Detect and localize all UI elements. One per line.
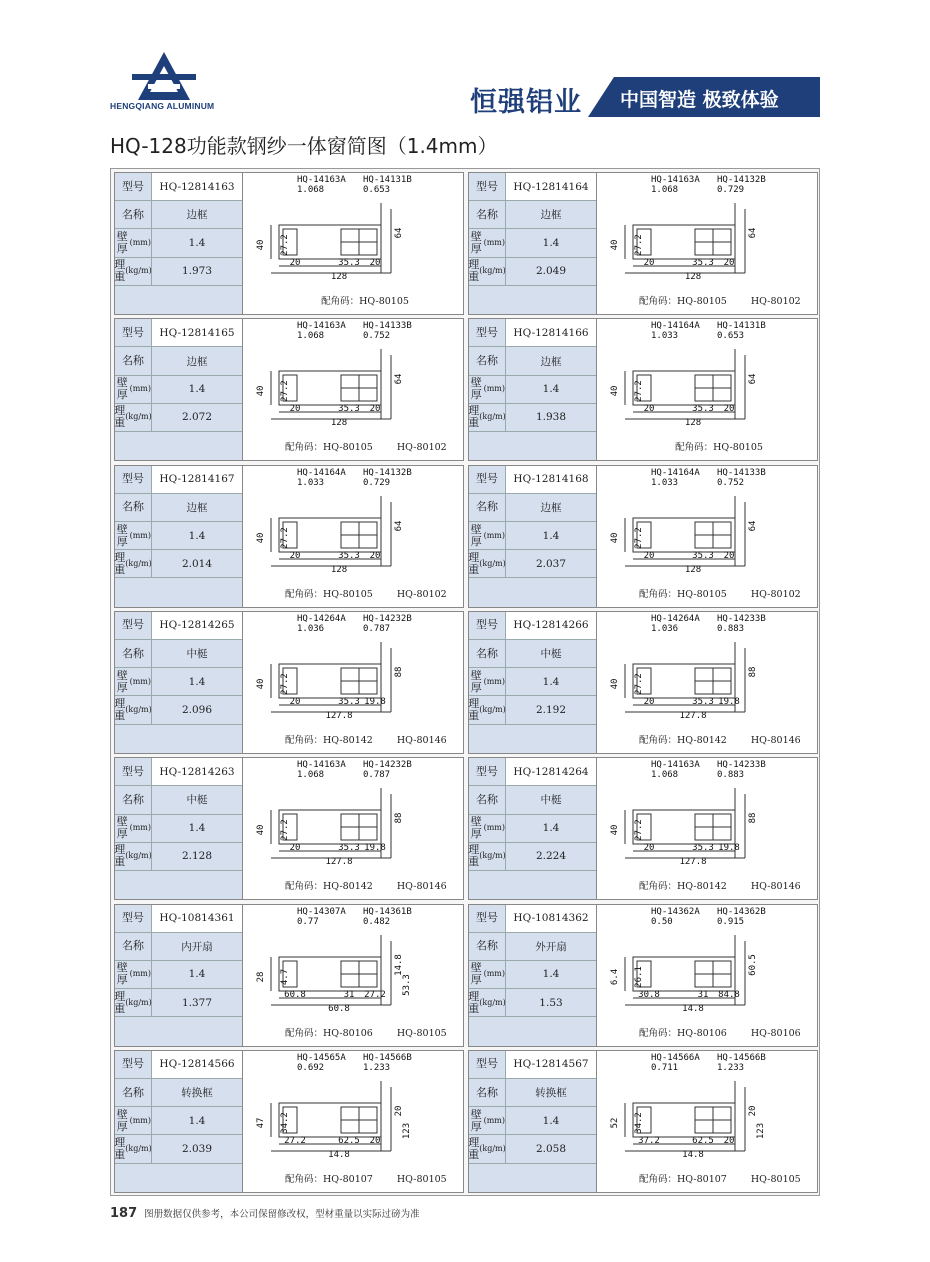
spec-value: 1.4 bbox=[188, 529, 206, 542]
dimension-label: 34.2 bbox=[280, 1111, 290, 1134]
dimension-label: 20 bbox=[723, 258, 735, 268]
profile-panel bbox=[468, 465, 818, 608]
spec-label: 理重 (kg/m) bbox=[468, 989, 506, 1015]
spec-label: 壁厚 (mm) bbox=[116, 1107, 151, 1133]
spec-label: 型号 bbox=[115, 319, 152, 346]
spec-label: 理重 (kg/m) bbox=[468, 404, 506, 430]
page-title: HQ-128功能款钢纱一体窗简图（1.4mm） bbox=[110, 134, 498, 158]
spec-value: 1.4 bbox=[188, 675, 206, 688]
dimension-label: 127.8 bbox=[325, 710, 353, 721]
dimension-label: 35.3 bbox=[338, 843, 360, 854]
dimension-label: 20 bbox=[289, 404, 301, 415]
spec-label: 名称 bbox=[115, 640, 152, 667]
spec-value: HQ-12814163 bbox=[152, 173, 242, 200]
spec-label: 型号 bbox=[115, 612, 152, 639]
profile-codes: HQ-14163A HQ-14232B 1.068 0.787 bbox=[297, 760, 412, 781]
spec-label: 型号 bbox=[469, 905, 506, 932]
corner-codes: 配角码：HQ-80106 HQ-80106 bbox=[639, 1027, 801, 1039]
dimension-label: 37.2 bbox=[638, 1135, 660, 1146]
spec-value: 内开扇 bbox=[181, 940, 213, 953]
spec-label: 壁厚 (mm) bbox=[470, 229, 505, 255]
dimension-label: 6.4 bbox=[610, 968, 620, 985]
dimension-label: 128 bbox=[330, 564, 348, 575]
profile-panel bbox=[114, 1050, 464, 1193]
dimension-label: 88 bbox=[748, 666, 758, 678]
spec-table bbox=[469, 612, 597, 753]
spec-label: 理重 (kg/m) bbox=[468, 258, 506, 284]
spec-value: 1.4 bbox=[188, 1114, 206, 1127]
spec-label: 理重 (kg/m) bbox=[468, 843, 506, 869]
spec-label: 型号 bbox=[469, 758, 506, 785]
dimension-label: 35.3 bbox=[338, 404, 360, 415]
spec-label: 壁厚 (mm) bbox=[116, 376, 151, 402]
profile-codes: HQ-14163A HQ-14133B 1.068 0.752 bbox=[297, 321, 412, 342]
spec-label: 理重 (kg/m) bbox=[114, 989, 152, 1015]
dimension-label: 27.2 bbox=[280, 380, 290, 403]
corner-codes: 配角码：HQ-80106 HQ-80105 bbox=[285, 1027, 447, 1039]
dimension-label: 20 bbox=[369, 1135, 381, 1146]
profile-drawing bbox=[597, 758, 817, 899]
spec-label: 名称 bbox=[469, 640, 506, 667]
dimension-label: 26.1 bbox=[634, 965, 644, 988]
dimension-label: 40 bbox=[610, 678, 620, 690]
dimension-label: 84.8 bbox=[718, 989, 740, 1000]
footer bbox=[110, 1206, 420, 1221]
profile-drawing bbox=[243, 466, 463, 607]
dimension-label: 4.7 bbox=[280, 968, 290, 985]
spec-value: HQ-12814166 bbox=[506, 319, 596, 346]
spec-value: 1.4 bbox=[188, 236, 206, 249]
spec-value: 2.072 bbox=[181, 411, 213, 424]
dimension-label: 40 bbox=[256, 532, 266, 544]
spec-label: 理重 (kg/m) bbox=[114, 258, 152, 284]
slogan: 中国智造 极致体验 bbox=[620, 89, 779, 111]
dimension-label: 40 bbox=[610, 385, 620, 397]
dimension-label: 128 bbox=[684, 564, 702, 575]
spec-value: 中梃 bbox=[186, 648, 208, 661]
corner-codes: 配角码：HQ-80105 HQ-80102 bbox=[285, 442, 447, 454]
spec-table bbox=[115, 905, 243, 1046]
page-number: 187 bbox=[110, 1206, 138, 1221]
dimension-label: 64 bbox=[394, 227, 404, 239]
profile-panel bbox=[114, 172, 464, 315]
dimension-label: 34.2 bbox=[634, 1111, 644, 1134]
dimension-label: 40 bbox=[256, 824, 266, 836]
spec-label: 型号 bbox=[115, 758, 152, 785]
dimension-label: 64 bbox=[748, 227, 758, 239]
spec-table bbox=[115, 1051, 243, 1192]
spec-value: 边框 bbox=[540, 209, 562, 222]
profile-codes: HQ-14163A HQ-14131B 1.068 0.653 bbox=[297, 175, 412, 195]
profile-drawing bbox=[597, 319, 817, 460]
profile-panel bbox=[468, 172, 818, 315]
dimension-label: 127.8 bbox=[679, 710, 707, 721]
dimension-label: 20 bbox=[289, 550, 301, 561]
spec-value: 边框 bbox=[540, 355, 562, 368]
dimension-label: 14.8 bbox=[394, 953, 404, 976]
profile-panel bbox=[468, 611, 818, 754]
profile-drawing bbox=[243, 1051, 463, 1192]
spec-label: 壁厚 (mm) bbox=[470, 522, 505, 548]
dimension-label: 35.3 bbox=[692, 696, 714, 707]
dimension-label: 35.3 bbox=[692, 843, 714, 854]
dimension-label: 20 bbox=[394, 1105, 404, 1117]
profile-panel bbox=[468, 757, 818, 900]
spec-label: 型号 bbox=[115, 466, 152, 493]
dimension-label: 27.2 bbox=[280, 526, 290, 549]
spec-value: 1.4 bbox=[542, 236, 560, 249]
dimension-label: 14.8 bbox=[682, 1149, 704, 1160]
corner-codes: 配角码：HQ-80105 bbox=[675, 442, 763, 454]
corner-codes: 配角码：HQ-80142 HQ-80146 bbox=[639, 881, 801, 893]
profile-panel bbox=[468, 318, 818, 461]
dimension-label: 35.3 bbox=[338, 696, 360, 707]
spec-value: 边框 bbox=[186, 501, 208, 514]
dimension-label: 20 bbox=[643, 843, 655, 854]
dimension-label: 35.3 bbox=[692, 550, 714, 561]
dimension-label: 123 bbox=[402, 1122, 412, 1139]
dimension-label: 64 bbox=[748, 373, 758, 385]
spec-table bbox=[469, 905, 597, 1046]
corner-codes: 配角码：HQ-80142 HQ-80146 bbox=[285, 734, 447, 746]
spec-label: 型号 bbox=[469, 612, 506, 639]
profile-codes: HQ-14566A HQ-14566B 0.711 1.233 bbox=[651, 1052, 766, 1073]
spec-value: 中梃 bbox=[186, 794, 208, 807]
spec-label: 名称 bbox=[469, 1079, 506, 1106]
spec-label: 壁厚 (mm) bbox=[116, 229, 151, 255]
spec-label: 名称 bbox=[469, 347, 506, 374]
profile-drawing bbox=[243, 905, 463, 1046]
dimension-label: 62.5 bbox=[338, 1135, 360, 1146]
dimension-label: 20 bbox=[289, 843, 301, 854]
spec-value: 1.4 bbox=[188, 822, 206, 835]
dimension-label: 19.8 bbox=[718, 696, 740, 707]
spec-value: 2.192 bbox=[535, 704, 567, 717]
spec-label: 型号 bbox=[115, 173, 152, 200]
dimension-label: 40 bbox=[256, 385, 266, 397]
profile-codes: HQ-14362A HQ-14362B 0.50 0.915 bbox=[651, 906, 766, 927]
profile-panel bbox=[114, 611, 464, 754]
dimension-label: 35.3 bbox=[692, 258, 714, 268]
dimension-label: 27.2 bbox=[284, 1135, 306, 1146]
spec-value: HQ-12814165 bbox=[152, 319, 242, 346]
spec-table bbox=[115, 319, 243, 460]
dimension-label: 128 bbox=[330, 272, 348, 282]
spec-value: 边框 bbox=[186, 355, 208, 368]
spec-value: 2.128 bbox=[181, 850, 213, 863]
corner-codes: 配角码：HQ-80105 HQ-80102 bbox=[639, 588, 801, 600]
dimension-label: 31 bbox=[697, 989, 709, 1000]
dimension-label: 123 bbox=[756, 1122, 766, 1139]
dimension-label: 40 bbox=[610, 239, 620, 251]
profile-drawing bbox=[243, 758, 463, 899]
spec-label: 型号 bbox=[469, 173, 506, 200]
spec-table bbox=[469, 173, 597, 314]
spec-value: 边框 bbox=[540, 501, 562, 514]
spec-label: 理重 (kg/m) bbox=[468, 1135, 506, 1161]
dimension-label: 20 bbox=[369, 404, 381, 415]
profile-drawing bbox=[597, 612, 817, 753]
spec-table bbox=[115, 466, 243, 607]
spec-table bbox=[115, 173, 243, 314]
dimension-label: 40 bbox=[256, 239, 266, 251]
dimension-label: 20 bbox=[369, 550, 381, 561]
dimension-label: 20 bbox=[723, 1135, 735, 1146]
dimension-label: 88 bbox=[394, 812, 404, 824]
dimension-label: 27.2 bbox=[634, 234, 644, 256]
dimension-label: 27.2 bbox=[634, 380, 644, 403]
dimension-label: 27.2 bbox=[634, 819, 644, 842]
profile-codes: HQ-14163A HQ-14233B 1.068 0.883 bbox=[651, 760, 766, 781]
dimension-label: 88 bbox=[394, 666, 404, 678]
dimension-label: 64 bbox=[394, 520, 404, 532]
profile-drawing bbox=[243, 612, 463, 753]
spec-value: 2.039 bbox=[181, 1142, 213, 1155]
spec-label: 名称 bbox=[115, 786, 152, 813]
logo-text: HENGQIANG ALUMINUM bbox=[110, 101, 215, 111]
spec-label: 理重 (kg/m) bbox=[114, 843, 152, 869]
dimension-label: 53.3 bbox=[402, 973, 412, 996]
spec-label: 理重 (kg/m) bbox=[114, 550, 152, 576]
spec-value: HQ-12814566 bbox=[152, 1051, 242, 1078]
dimension-label: 127.8 bbox=[325, 857, 353, 868]
spec-value: 2.224 bbox=[535, 850, 567, 863]
dimension-label: 14.8 bbox=[328, 1149, 350, 1160]
profile-drawing bbox=[597, 905, 817, 1046]
dimension-label: 30.8 bbox=[638, 989, 660, 1000]
dimension-label: 20 bbox=[748, 1105, 758, 1117]
dimension-label: 20 bbox=[643, 696, 655, 707]
spec-label: 理重 (kg/m) bbox=[114, 1135, 152, 1161]
dimension-label: 20 bbox=[289, 258, 301, 268]
spec-value: 1.4 bbox=[542, 1114, 560, 1127]
dimension-label: 20 bbox=[369, 258, 381, 268]
dimension-label: 19.8 bbox=[718, 843, 740, 854]
corner-codes: 配角码：HQ-80105 bbox=[321, 296, 409, 307]
profile-drawing bbox=[597, 173, 817, 314]
dimension-label: 60.5 bbox=[748, 953, 758, 976]
spec-label: 理重 (kg/m) bbox=[114, 697, 152, 723]
spec-value: 1.4 bbox=[542, 529, 560, 542]
dimension-label: 40 bbox=[610, 532, 620, 544]
dimension-label: 19.8 bbox=[364, 696, 386, 707]
spec-label: 型号 bbox=[469, 1051, 506, 1078]
corner-codes: 配角码：HQ-80142 HQ-80146 bbox=[639, 734, 801, 746]
spec-label: 壁厚 (mm) bbox=[116, 815, 151, 841]
corner-codes: 配角码：HQ-80142 HQ-80146 bbox=[285, 881, 447, 893]
brand-name: 恒强铝业 bbox=[470, 87, 582, 118]
spec-table bbox=[469, 758, 597, 899]
dimension-label: 20 bbox=[723, 404, 735, 415]
profile-codes: HQ-14164A HQ-14131B 1.033 0.653 bbox=[651, 321, 766, 342]
spec-value: HQ-12814263 bbox=[152, 758, 242, 785]
spec-value: 1.4 bbox=[188, 968, 206, 981]
dimension-label: 128 bbox=[330, 418, 348, 429]
spec-label: 名称 bbox=[115, 494, 152, 521]
spec-value: 1.4 bbox=[542, 822, 560, 835]
dimension-label: 31 bbox=[343, 989, 355, 1000]
dimension-label: 62.5 bbox=[692, 1135, 714, 1146]
spec-value: 1.938 bbox=[535, 411, 567, 424]
spec-label: 名称 bbox=[115, 201, 152, 228]
spec-table bbox=[115, 612, 243, 753]
spec-value: 1.4 bbox=[542, 675, 560, 688]
profile-panel bbox=[114, 318, 464, 461]
spec-value: 2.049 bbox=[535, 265, 567, 278]
profile-codes: HQ-14307A HQ-14361B 0.77 0.482 bbox=[297, 906, 412, 927]
spec-label: 壁厚 (mm) bbox=[470, 815, 505, 841]
profile-panel bbox=[468, 904, 818, 1047]
spec-value: 1.973 bbox=[181, 265, 213, 278]
spec-label: 名称 bbox=[469, 786, 506, 813]
dimension-label: 20 bbox=[643, 550, 655, 561]
dimension-label: 40 bbox=[610, 824, 620, 836]
dimension-label: 19.8 bbox=[364, 843, 386, 854]
spec-label: 壁厚 (mm) bbox=[116, 961, 151, 987]
profile-drawing bbox=[243, 173, 463, 314]
spec-label: 型号 bbox=[469, 319, 506, 346]
spec-label: 型号 bbox=[115, 905, 152, 932]
profile-codes: HQ-14264A HQ-14232B 1.036 0.787 bbox=[297, 613, 412, 634]
spec-value: 中梃 bbox=[540, 648, 562, 661]
spec-value: HQ-12814167 bbox=[152, 466, 242, 493]
profile-panel bbox=[114, 757, 464, 900]
dimension-label: 127.8 bbox=[679, 857, 707, 868]
spec-table bbox=[469, 1051, 597, 1192]
dimension-label: 64 bbox=[394, 373, 404, 385]
spec-value: HQ-10814361 bbox=[152, 905, 242, 932]
profile-panel bbox=[114, 465, 464, 608]
spec-value: HQ-12814264 bbox=[506, 758, 596, 785]
dimension-label: 35.3 bbox=[338, 258, 360, 268]
profile-drawing bbox=[243, 319, 463, 460]
profile-codes: HQ-14264A HQ-14233B 1.036 0.883 bbox=[651, 613, 766, 634]
dimension-label: 64 bbox=[748, 520, 758, 532]
spec-label: 壁厚 (mm) bbox=[116, 668, 151, 694]
spec-value: 中梃 bbox=[540, 794, 562, 807]
dimension-label: 35.3 bbox=[692, 404, 714, 415]
dimension-label: 35.3 bbox=[338, 550, 360, 561]
profile-drawing bbox=[597, 1051, 817, 1192]
dimension-label: 60.8 bbox=[328, 1003, 350, 1014]
spec-label: 名称 bbox=[469, 494, 506, 521]
spec-value: 2.014 bbox=[181, 557, 213, 570]
dimension-label: 88 bbox=[748, 812, 758, 824]
spec-label: 名称 bbox=[115, 347, 152, 374]
spec-label: 名称 bbox=[469, 933, 506, 960]
profile-panel bbox=[468, 1050, 818, 1193]
dimension-label: 27.2 bbox=[280, 819, 290, 842]
spec-table bbox=[115, 758, 243, 899]
dimension-label: 40 bbox=[256, 678, 266, 690]
spec-value: HQ-12814266 bbox=[506, 612, 596, 639]
spec-table bbox=[469, 466, 597, 607]
spec-value: 1.53 bbox=[539, 996, 563, 1009]
dimension-label: 128 bbox=[684, 418, 702, 429]
spec-value: 转换框 bbox=[181, 1087, 213, 1100]
profile-drawing bbox=[597, 466, 817, 607]
profile-codes: HQ-14164A HQ-14132B 1.033 0.729 bbox=[297, 467, 412, 488]
spec-table bbox=[469, 319, 597, 460]
dimension-label: 27.2 bbox=[364, 989, 386, 1000]
spec-value: 1.4 bbox=[542, 383, 560, 396]
spec-label: 壁厚 (mm) bbox=[470, 668, 505, 694]
dimension-label: 28 bbox=[256, 971, 266, 982]
dimension-label: 128 bbox=[684, 272, 702, 282]
corner-codes: 配角码：HQ-80107 HQ-80105 bbox=[285, 1173, 447, 1185]
spec-value: HQ-12814164 bbox=[506, 173, 596, 200]
spec-label: 型号 bbox=[115, 1051, 152, 1078]
spec-value: 2.096 bbox=[181, 704, 213, 717]
dimension-label: 60.8 bbox=[284, 989, 306, 1000]
profile-grid bbox=[110, 168, 820, 1196]
spec-value: 1.4 bbox=[188, 383, 206, 396]
spec-label: 理重 (kg/m) bbox=[468, 550, 506, 576]
dimension-label: 20 bbox=[289, 696, 301, 707]
spec-value: HQ-12814168 bbox=[506, 466, 596, 493]
spec-label: 名称 bbox=[115, 1079, 152, 1106]
spec-value: 2.058 bbox=[535, 1142, 567, 1155]
spec-value: 2.037 bbox=[535, 557, 567, 570]
profile-codes: HQ-14164A HQ-14133B 1.033 0.752 bbox=[651, 467, 766, 488]
spec-value: 转换框 bbox=[535, 1087, 567, 1100]
footer-note: 图册数据仅供参考，本公司保留修改权，型材重量以实际过磅为准 bbox=[144, 1209, 420, 1220]
dimension-label: 27.2 bbox=[280, 234, 290, 256]
spec-label: 壁厚 (mm) bbox=[470, 961, 505, 987]
spec-value: 1.377 bbox=[181, 996, 213, 1009]
spec-label: 壁厚 (mm) bbox=[116, 522, 151, 548]
spec-value: HQ-12814265 bbox=[152, 612, 242, 639]
dimension-label: 20 bbox=[643, 404, 655, 415]
spec-label: 理重 (kg/m) bbox=[468, 697, 506, 723]
spec-value: 1.4 bbox=[542, 968, 560, 981]
spec-label: 名称 bbox=[469, 201, 506, 228]
spec-value: 边框 bbox=[186, 209, 208, 222]
profile-panel bbox=[114, 904, 464, 1047]
dimension-label: 47 bbox=[256, 1117, 266, 1129]
dimension-label: 27.2 bbox=[634, 526, 644, 549]
corner-codes: 配角码：HQ-80105 HQ-80102 bbox=[639, 296, 801, 307]
dimension-label: 52 bbox=[610, 1117, 620, 1129]
spec-value: HQ-12814567 bbox=[506, 1051, 596, 1078]
dimension-label: 14.8 bbox=[682, 1003, 704, 1014]
profile-codes: HQ-14565A HQ-14566B 0.692 1.233 bbox=[297, 1052, 412, 1073]
spec-value: 外开扇 bbox=[535, 940, 567, 953]
dimension-label: 27.2 bbox=[634, 673, 644, 695]
spec-value: HQ-10814362 bbox=[506, 905, 596, 932]
profile-codes: HQ-14163A HQ-14132B 1.068 0.729 bbox=[651, 175, 766, 195]
dimension-label: 20 bbox=[723, 550, 735, 561]
dimension-label: 27.2 bbox=[280, 673, 290, 695]
dimension-label: 20 bbox=[643, 258, 655, 268]
spec-label: 壁厚 (mm) bbox=[470, 376, 505, 402]
spec-label: 壁厚 (mm) bbox=[470, 1107, 505, 1133]
spec-label: 型号 bbox=[469, 466, 506, 493]
corner-codes: 配角码：HQ-80105 HQ-80102 bbox=[285, 588, 447, 600]
spec-label: 名称 bbox=[115, 933, 152, 960]
corner-codes: 配角码：HQ-80107 HQ-80105 bbox=[639, 1173, 801, 1185]
spec-label: 理重 (kg/m) bbox=[114, 404, 152, 430]
